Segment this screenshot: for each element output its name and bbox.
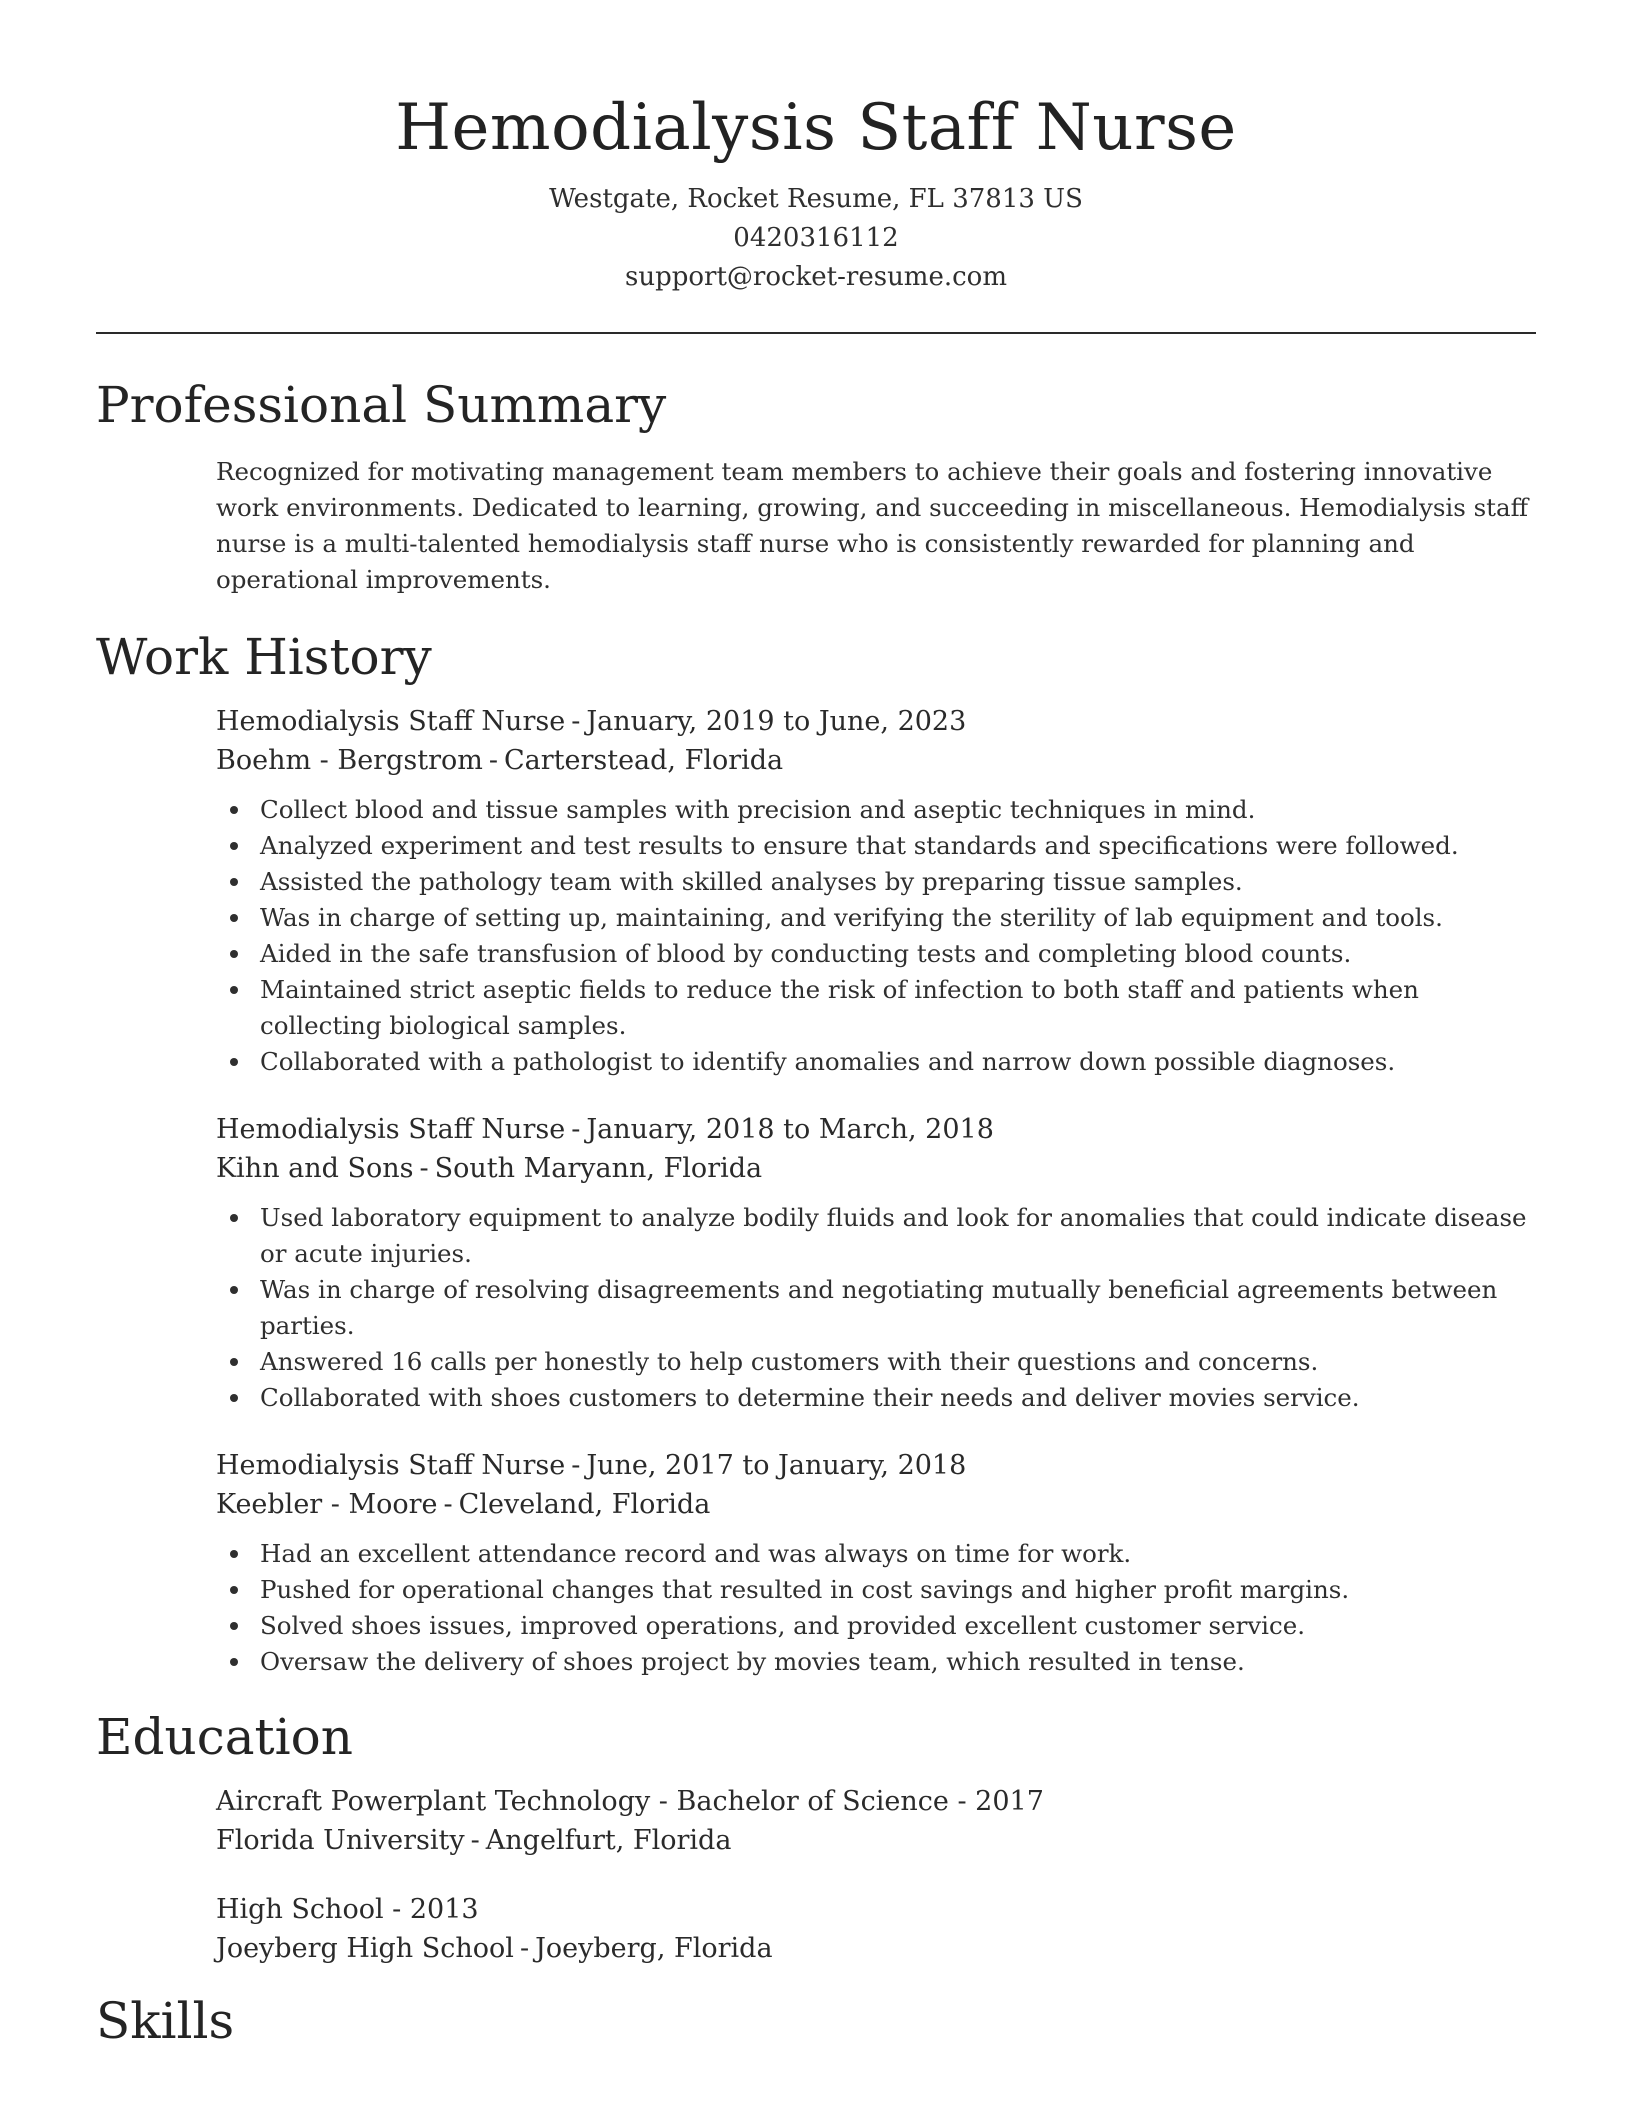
job-entry [216, 1110, 1536, 1416]
job-title: Hemodialysis Staff Nurse [216, 1450, 566, 1481]
list-item: Pushed for operational changes that resulted in cost savings and higher profit margins. [260, 1572, 1536, 1608]
separator: - [571, 1114, 581, 1145]
list-item: Had an excellent attendance record and was always on time for work. [260, 1536, 1536, 1572]
list-item: Used laboratory equipment to analyze bodily fluids and look for anomalies that could indicate disease or acute injuries. [260, 1200, 1536, 1272]
education-section [216, 1782, 1536, 1968]
contact-address: Westgate, Rocket Resume, FL 37813 US [549, 184, 1083, 214]
job-company: Boehm - Bergstrom [216, 745, 483, 776]
job-duties-list [216, 792, 1536, 1080]
education-degree-line: High School - 2013 [216, 1894, 479, 1925]
list-item: Collaborated with a pathologist to identify anomalies and narrow down possible diagnoses. [260, 1044, 1536, 1080]
list-item: Collaborated with shoes customers to determine their needs and deliver movies service. [260, 1380, 1536, 1416]
list-item: Answered 16 calls per honestly to help customers with their questions and concerns. [260, 1344, 1536, 1380]
education-school: Joeyberg High School [216, 1933, 514, 1964]
separator: - [419, 1153, 429, 1184]
separator: - [571, 706, 581, 737]
separator: - [519, 1933, 530, 1964]
education-location: Joeyberg, Florida [535, 1933, 773, 1964]
job-location: South Maryann, Florida [434, 1153, 763, 1184]
job-dates: January, 2018 to March, 2018 [586, 1114, 994, 1145]
section-heading-work-history: Work History [96, 628, 432, 686]
list-item: Solved shoes issues, improved operations, and provided excellent customer service. [260, 1608, 1536, 1644]
contact-phone: 0420316112 [733, 223, 899, 253]
list-item: Was in charge of setting up, maintaining, and verifying the sterility of lab equipment and tools. [260, 900, 1536, 936]
section-heading-skills: Skills [96, 1992, 235, 2050]
separator: - [443, 1489, 453, 1520]
job-dates: January, 2019 to June, 2023 [586, 706, 967, 737]
resume-title: Hemodialysis Staff Nurse [395, 91, 1237, 165]
education-entry [216, 1890, 1536, 1968]
job-location: Cleveland, Florida [458, 1489, 711, 1520]
section-heading-summary: Professional Summary [96, 376, 667, 434]
education-school-line [216, 1929, 1536, 1968]
job-dates: June, 2017 to January, 2018 [586, 1450, 967, 1481]
work-history-section [216, 702, 1536, 1680]
job-duties-list [216, 1200, 1536, 1416]
job-entry [216, 702, 1536, 1080]
job-duties-list [216, 1536, 1536, 1680]
job-entry [216, 1446, 1536, 1680]
education-school: Florida University [216, 1825, 465, 1856]
separator: - [470, 1825, 480, 1856]
job-title: Hemodialysis Staff Nurse [216, 1114, 566, 1145]
education-entry [216, 1782, 1536, 1860]
list-item: Collect blood and tissue samples with precision and aseptic techniques in mind. [260, 792, 1536, 828]
list-item: Oversaw the delivery of shoes project by movies team, which resulted in tense. [260, 1644, 1536, 1680]
job-company: Kihn and Sons [216, 1153, 414, 1184]
job-company: Keebler - Moore [216, 1489, 438, 1520]
job-location: Carterstead, Florida [503, 745, 784, 776]
header-divider [96, 332, 1536, 334]
job-title-line [216, 702, 1536, 741]
list-item: Was in charge of resolving disagreements and negotiating mutually beneficial agreements between parties. [260, 1272, 1536, 1344]
job-employer-line [216, 741, 1536, 780]
job-title-line [216, 1446, 1536, 1485]
job-employer-line [216, 1149, 1536, 1188]
summary-text: Recognized for motivating management team members to achieve their goals and fostering innovative work environments. Dedicated to learning, growing, and succeeding in miscellaneous. Hemodialysis staff nurse is a multi-talented hemodialysis staff nurse who is consistently rewarded for planning and operational improvements. [216, 457, 1529, 594]
section-heading-education: Education [96, 1708, 353, 1766]
separator: - [571, 1450, 581, 1481]
list-item: Maintained strict aseptic fields to reduce the risk of infection to both staff and patients when collecting biological samples. [260, 972, 1536, 1044]
summary-section [216, 454, 1536, 598]
separator: - [488, 745, 498, 776]
education-location: Angelfurt, Florida [485, 1825, 732, 1856]
job-employer-line [216, 1485, 1536, 1524]
list-item: Aided in the safe transfusion of blood by conducting tests and completing blood counts. [260, 936, 1536, 972]
list-item: Assisted the pathology team with skilled analyses by preparing tissue samples. [260, 864, 1536, 900]
contact-email: support@rocket-resume.com [624, 262, 1007, 292]
job-title-line [216, 1110, 1536, 1149]
education-degree-line: Aircraft Powerplant Technology - Bachelor of Science - 2017 [216, 1786, 1044, 1817]
education-school-line [216, 1821, 1536, 1860]
contact-info [96, 180, 1536, 297]
job-title: Hemodialysis Staff Nurse [216, 706, 566, 737]
resume-page [96, 0, 1536, 2054]
list-item: Analyzed experiment and test results to ensure that standards and specifications were followed. [260, 828, 1536, 864]
